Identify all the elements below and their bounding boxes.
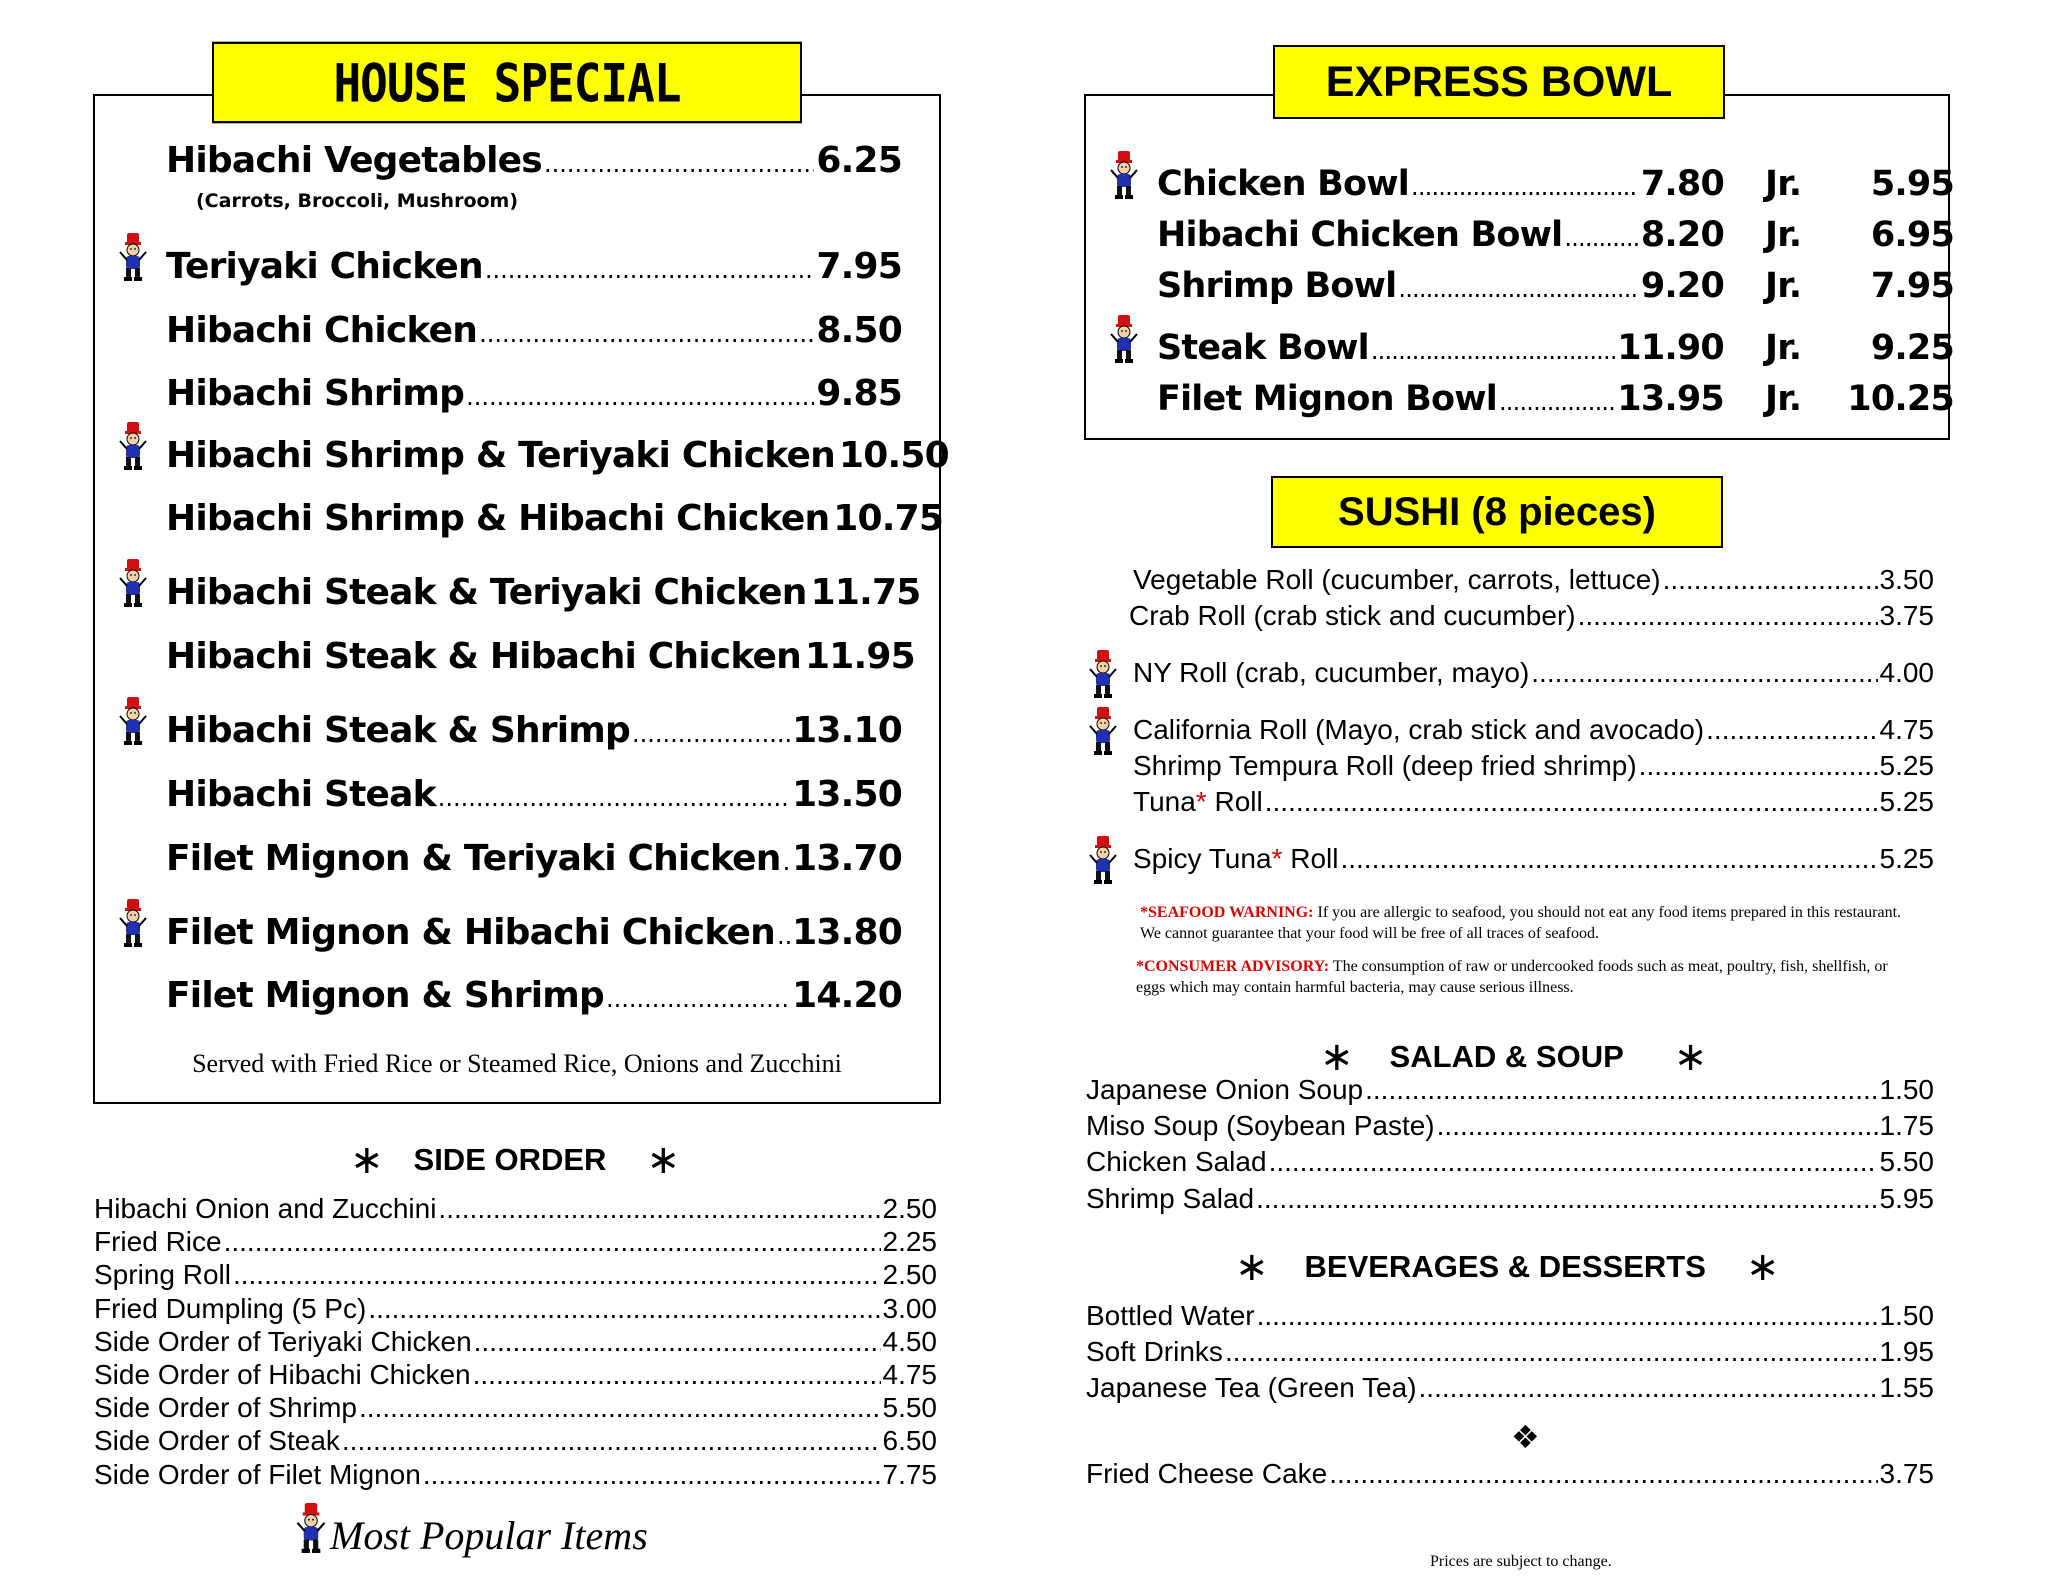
item-name: Filet Mignon & Hibachi Chicken: [166, 912, 775, 953]
chef-icon: [1088, 835, 1118, 885]
dessert-row: [1086, 1458, 1934, 1490]
item-price: 8.20: [1640, 215, 1724, 255]
star-icon: ∗: [1320, 1034, 1354, 1080]
item-price: 9.85: [816, 373, 902, 414]
house-special-item: [166, 572, 921, 613]
item-price: 5.50: [1879, 1146, 1934, 1178]
house-special-item: [166, 435, 949, 476]
leader-dots: [233, 1259, 881, 1291]
leader-dots: [368, 1293, 880, 1325]
item-price: 5.25: [1879, 750, 1934, 781]
item-price: 14.20: [792, 975, 902, 1016]
item-name: [1133, 657, 1529, 689]
item-name: Chicken Bowl: [1157, 164, 1409, 204]
chef-icon: [118, 232, 148, 282]
house-special-item: [166, 774, 902, 815]
item-price: 5.25: [1879, 843, 1934, 874]
item-price: 5.95: [1879, 1182, 1934, 1214]
sushi-item: [1133, 750, 1934, 782]
item-price: 3.00: [882, 1292, 937, 1324]
sushi-item: [1133, 786, 1934, 818]
item-name: Bottled Water: [1086, 1300, 1255, 1331]
sushi-title: SUSHI (8 pieces): [1271, 476, 1723, 548]
leader-dots: [544, 150, 814, 178]
item-price: 6.50: [882, 1425, 937, 1457]
hibachi-vegetables-note: (Carrots, Broccoli, Mushroom): [196, 190, 519, 212]
prices-note: Prices are subject to change.: [1430, 1553, 1612, 1570]
chef-icon: [1109, 314, 1139, 364]
house-special-item: [166, 636, 915, 677]
item-name: Filet Mignon Bowl: [1157, 379, 1497, 419]
side-order-item: [94, 1193, 937, 1225]
item-name-suffix: Roll: [1206, 786, 1263, 817]
item-name-text: Shrimp Tempura Roll (deep fried shrimp): [1133, 750, 1637, 781]
beverage-item: [1086, 1300, 1934, 1332]
side-order-item: [94, 1326, 937, 1358]
item-price: 13.95: [1617, 379, 1724, 419]
star-icon: ∗: [1673, 1034, 1708, 1080]
item-price: 2.50: [882, 1193, 937, 1224]
beverage-item: [1086, 1336, 1934, 1368]
item-price: 5.50: [882, 1392, 937, 1424]
leader-dots: [606, 985, 790, 1013]
salad-soup-item: [1086, 1146, 1934, 1178]
most-popular-legend: Most Popular Items: [330, 1513, 648, 1558]
express-bowl-item: [1157, 215, 1954, 255]
leader-dots: [1411, 173, 1639, 201]
item-name: Filet Mignon & Teriyaki Chicken: [166, 838, 781, 879]
item-name: Spring Roll: [94, 1259, 231, 1291]
leader-dots: [438, 1193, 880, 1225]
item-name-text: Spicy Tuna: [1133, 843, 1272, 874]
item-name: Filet Mignon & Shrimp: [166, 975, 604, 1016]
consumer-advisory-text: The consumption of raw or undercooked foods such as meat, poultry, fish, shellfish, or eggs which may contain harmful bacteria, may cause serious illness.: [1136, 958, 1888, 996]
salad-soup-item: [1086, 1110, 1934, 1142]
salad-soup-title: SALAD & SOUP: [1389, 1039, 1624, 1074]
item-name-suffix: Roll: [1282, 843, 1339, 874]
beverages-heading: [1235, 1244, 1779, 1290]
leader-dots: [485, 256, 815, 284]
item-name: Miso Soup (Soybean Paste): [1086, 1110, 1435, 1142]
star-icon: ∗: [1235, 1244, 1269, 1290]
item-price: 1.50: [1879, 1074, 1934, 1105]
item-price: 10.50: [838, 435, 949, 476]
seafood-warning: [1140, 902, 1920, 944]
item-price: 1.55: [1879, 1372, 1934, 1404]
junior-price: 10.25: [1847, 379, 1954, 419]
house-special-title: HOUSE SPECIAL: [212, 42, 802, 124]
item-price: 5.25: [1879, 786, 1934, 817]
sushi-item: [1129, 600, 1934, 632]
star-icon: ∗: [1745, 1244, 1780, 1290]
item-name: Hibachi Shrimp & Hibachi Chicken: [166, 498, 830, 539]
sushi-item: [1133, 843, 1934, 875]
item-price: 13.50: [792, 774, 902, 815]
item-name: Shrimp Bowl: [1157, 266, 1397, 306]
beverage-item: [1086, 1372, 1934, 1404]
item-name-text: Crab Roll (crab stick and cucumber): [1129, 600, 1576, 631]
house-special-item: [166, 310, 902, 351]
item-price: 3.75: [1879, 1458, 1934, 1489]
junior-price: 7.95: [1870, 266, 1954, 306]
item-name-text: Tuna: [1133, 786, 1196, 817]
side-order-item: [94, 1459, 937, 1491]
item-price: 3.50: [1879, 564, 1934, 595]
chef-icon: [1088, 706, 1118, 756]
item-price: 9.20: [1640, 266, 1724, 306]
item-name: Hibachi Chicken Bowl: [1157, 215, 1563, 255]
chef-icon: [118, 558, 148, 608]
side-order-heading: [350, 1137, 680, 1183]
house-special-item: [166, 912, 902, 953]
house-special-item: [166, 710, 902, 751]
item-price: 2.25: [882, 1226, 937, 1258]
chef-icon: [118, 421, 148, 471]
item-name: Hibachi Steak & Shrimp: [166, 710, 630, 751]
item-name-text: Vegetable Roll (cucumber, carrots, lettuce): [1133, 564, 1661, 595]
salad-soup-item: [1086, 1183, 1934, 1215]
seafood-warning-text: If you are allergic to seafood, you should not eat any food items prepared in this restaurant. We cannot guarantee that your food will be free of all traces of seafood.: [1140, 904, 1902, 942]
house-special-item: [166, 975, 902, 1016]
item-price: 13.10: [792, 710, 902, 751]
leader-dots: [1639, 750, 1878, 782]
leader-dots: [479, 320, 814, 348]
item-name: Hibachi Onion and Zucchini: [94, 1193, 437, 1224]
item-price: 13.80: [792, 912, 902, 953]
item-price: 1.50: [1879, 1300, 1934, 1331]
item-name: [1133, 564, 1661, 596]
side-order-item: [94, 1259, 937, 1291]
leader-dots: [783, 848, 791, 876]
chef-icon: [118, 898, 148, 948]
star-icon: ∗: [646, 1137, 680, 1183]
item-name: [1133, 786, 1263, 818]
item-name: Japanese Onion Soup: [1086, 1074, 1364, 1105]
item-price: 4.75: [882, 1359, 937, 1390]
item-price: 4.00: [1879, 657, 1934, 688]
item-name: [1133, 714, 1704, 746]
item-price: 11.95: [804, 636, 915, 677]
leader-dots: [777, 922, 790, 950]
house-special-item: [166, 838, 902, 879]
item-name: Hibachi Steak: [166, 774, 436, 815]
item-name: Soft Drinks: [1086, 1336, 1223, 1368]
leader-dots: [1706, 714, 1877, 746]
leader-dots: [423, 1459, 881, 1491]
leader-dots: [1371, 337, 1615, 365]
item-name: Hibachi Steak & Hibachi Chicken: [166, 636, 801, 677]
item-name: Side Order of Teriyaki Chicken: [94, 1325, 472, 1357]
item-price: 2.50: [882, 1259, 937, 1291]
side-order-item: [94, 1293, 937, 1325]
item-price: 6.25: [816, 140, 902, 181]
consumer-advisory: [1136, 956, 1916, 998]
item-name: Hibachi Chicken: [166, 310, 478, 351]
item-name: Shrimp Salad: [1086, 1182, 1255, 1214]
leader-dots: [438, 784, 790, 812]
chef-icon: [118, 696, 148, 746]
item-name: Hibachi Vegetables: [166, 140, 542, 181]
leader-dots: [342, 1425, 881, 1457]
item-price: 4.50: [882, 1325, 937, 1357]
seafood-asterisk: *: [1195, 786, 1207, 817]
leader-dots: [1225, 1336, 1878, 1368]
leader-dots: [224, 1226, 881, 1258]
junior-price: 6.95: [1870, 215, 1954, 255]
side-order-item: [94, 1359, 937, 1391]
leader-dots: [1437, 1110, 1878, 1142]
item-name: Side Order of Shrimp: [94, 1392, 357, 1424]
junior-label: Jr.: [1765, 164, 1802, 204]
leader-dots: [1398, 275, 1638, 303]
item-name: Side Order of Hibachi Chicken: [94, 1359, 471, 1390]
express-bowl-title: EXPRESS BOWL: [1273, 45, 1725, 119]
item-price: 11.90: [1617, 328, 1724, 368]
leader-dots: [1365, 1074, 1877, 1106]
leader-dots: [1419, 1372, 1878, 1404]
leader-dots: [1564, 224, 1638, 252]
seafood-asterisk: *: [1271, 843, 1283, 874]
item-price: 10.75: [833, 498, 944, 539]
house-special-item: [166, 140, 902, 181]
house-special-item: [166, 373, 902, 414]
leader-dots: [1499, 388, 1615, 416]
house-special-footer: Served with Fried Rice or Steamed Rice, Onions and Zucchini: [192, 1049, 842, 1078]
house-special-item: [166, 498, 944, 539]
sushi-item: [1133, 714, 1934, 746]
item-name: Fried Rice: [94, 1226, 222, 1258]
consumer-advisory-label: *CONSUMER ADVISORY:: [1136, 958, 1330, 975]
beverages-title: BEVERAGES & DESSERTS: [1304, 1249, 1706, 1284]
leader-dots: [1340, 843, 1877, 875]
item-price: 1.75: [1879, 1110, 1934, 1142]
junior-price: 5.95: [1870, 164, 1954, 204]
leader-dots: [1256, 1183, 1877, 1215]
chef-icon: [1088, 649, 1118, 699]
item-price: 8.50: [816, 310, 902, 351]
leader-dots: [1329, 1458, 1877, 1490]
item-name: [1133, 843, 1338, 875]
item-name: Fried Cheese Cake: [1086, 1458, 1328, 1489]
item-price: 7.95: [816, 246, 902, 287]
junior-label: Jr.: [1765, 266, 1802, 306]
junior-label: Jr.: [1765, 328, 1802, 368]
leader-dots: [1257, 1300, 1878, 1332]
leader-dots: [1663, 564, 1878, 596]
item-name: [1129, 600, 1576, 632]
side-order-item: [94, 1226, 937, 1258]
side-order-title: SIDE ORDER: [413, 1142, 607, 1177]
leader-dots: [359, 1392, 881, 1424]
express-bowl-item: [1157, 328, 1954, 368]
item-name: Fried Dumpling (5 Pc): [94, 1292, 367, 1324]
seafood-warning-label: *SEAFOOD WARNING:: [1140, 904, 1314, 921]
item-name: Hibachi Shrimp: [166, 373, 465, 414]
side-order-item: [94, 1392, 937, 1424]
item-name: Side Order of Steak: [94, 1425, 340, 1457]
item-name: Hibachi Shrimp & Teriyaki Chicken: [166, 435, 835, 476]
item-name: Hibachi Steak & Teriyaki Chicken: [166, 572, 807, 613]
junior-label: Jr.: [1765, 379, 1802, 419]
salad-soup-item: [1086, 1074, 1934, 1106]
item-name-text: NY Roll (crab, cucumber, mayo): [1133, 657, 1530, 688]
leader-dots: [632, 720, 790, 748]
chef-icon: [1109, 150, 1139, 200]
item-name: Chicken Salad: [1086, 1146, 1267, 1178]
express-bowl-item: [1157, 266, 1954, 306]
item-name-text: California Roll (Mayo, crab stick and avocado): [1133, 714, 1705, 745]
leader-dots: [1531, 657, 1877, 689]
item-price: 13.70: [792, 838, 902, 879]
leader-dots: [466, 383, 814, 411]
leader-dots: [474, 1326, 881, 1358]
item-price: 3.75: [1879, 600, 1934, 631]
item-price: 11.75: [810, 572, 921, 613]
item-price: 4.75: [1879, 714, 1934, 745]
house-special-item: [166, 246, 902, 287]
chef-icon: [295, 1502, 327, 1554]
item-price: 7.75: [882, 1458, 937, 1490]
sushi-item: [1133, 564, 1934, 596]
item-name: Teriyaki Chicken: [166, 246, 483, 287]
leader-dots: [473, 1359, 881, 1391]
item-name: Japanese Tea (Green Tea): [1086, 1372, 1417, 1404]
star-icon: ∗: [350, 1137, 384, 1183]
junior-label: Jr.: [1765, 215, 1802, 255]
item-name: [1133, 750, 1637, 782]
diamond-separator-icon: ❖: [1511, 1418, 1540, 1456]
sushi-item: [1133, 657, 1934, 689]
item-name: Steak Bowl: [1157, 328, 1369, 368]
item-price: 7.80: [1640, 164, 1724, 204]
express-bowl-item: [1157, 379, 1954, 419]
express-bowl-item: [1157, 164, 1954, 204]
item-name: Side Order of Filet Mignon: [94, 1458, 421, 1490]
side-order-item: [94, 1425, 937, 1457]
junior-price: 9.25: [1870, 328, 1954, 368]
leader-dots: [1269, 1146, 1878, 1178]
item-price: 1.95: [1879, 1336, 1934, 1368]
leader-dots: [1265, 786, 1878, 818]
leader-dots: [1578, 600, 1878, 632]
